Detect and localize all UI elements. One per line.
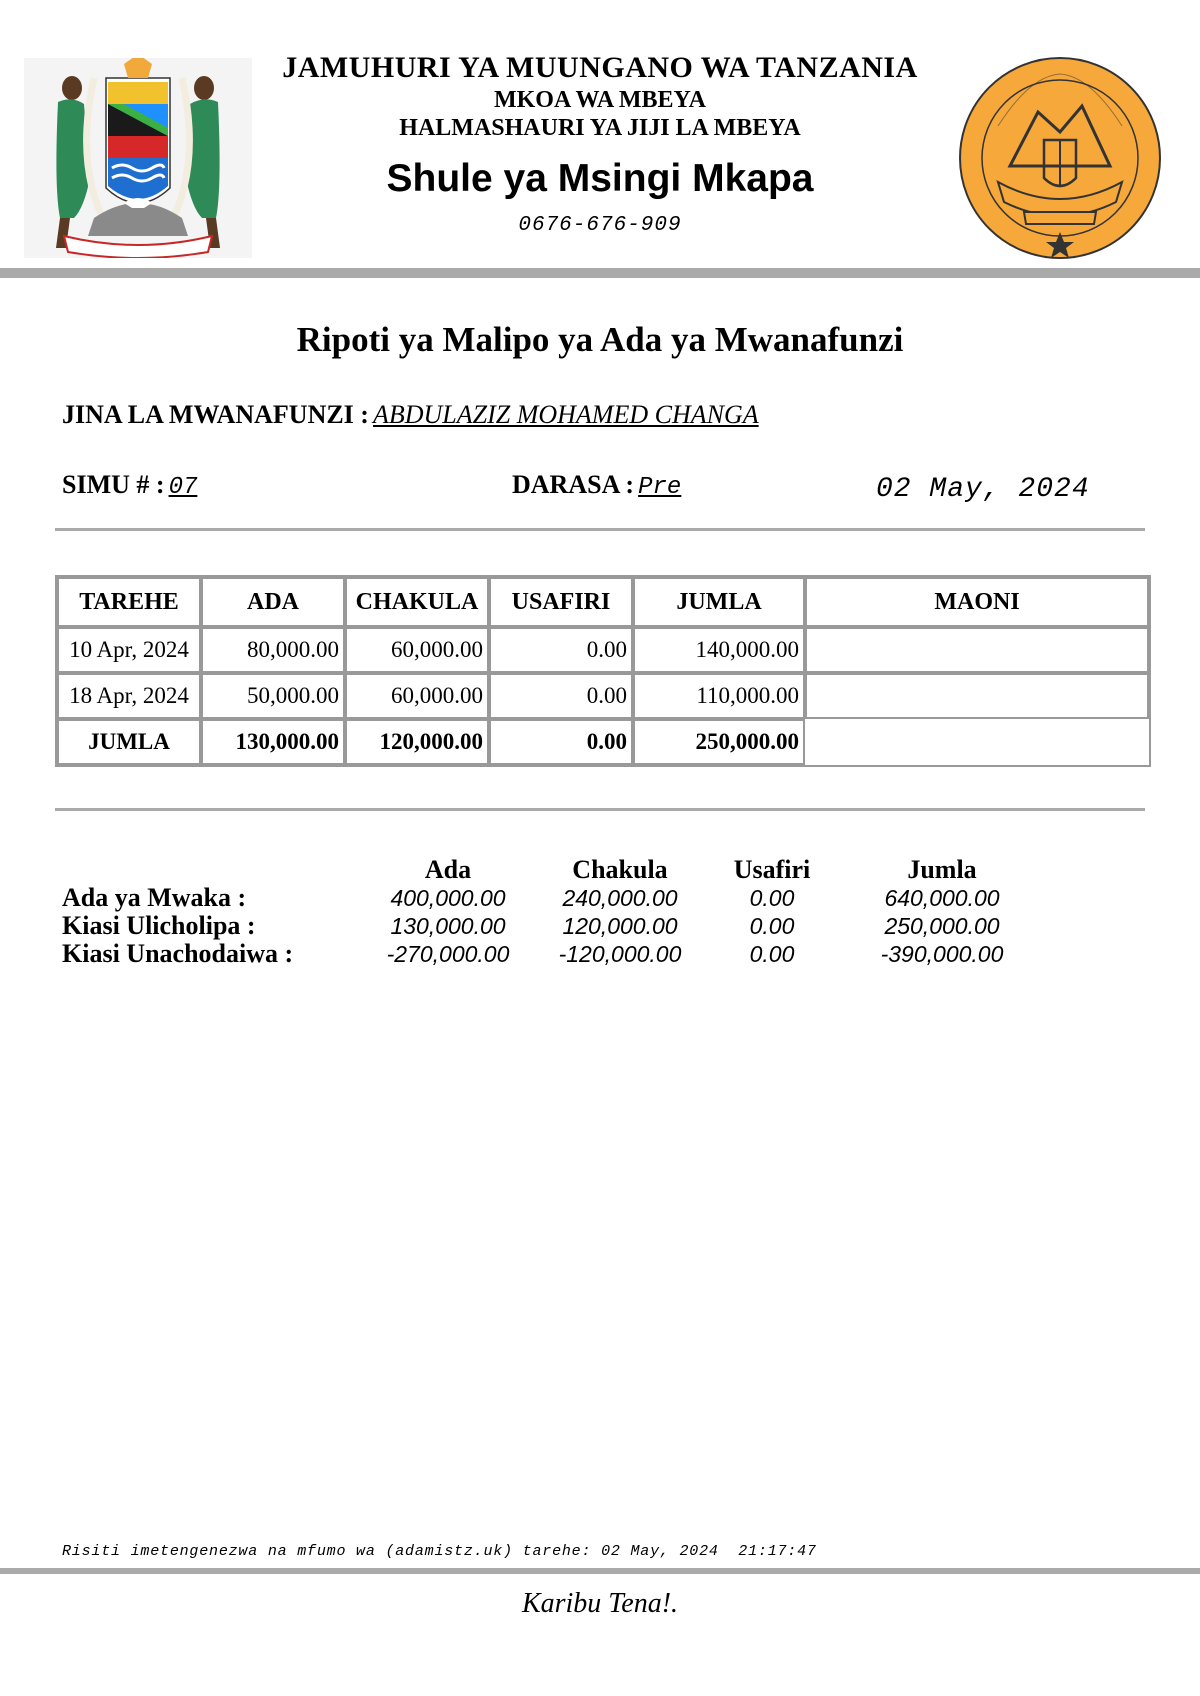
payments-header-row [57, 577, 1149, 627]
cell-chakula: 60,000.00 [345, 627, 489, 673]
summary-annual-chakula: 240,000.00 [562, 885, 678, 911]
report-title: Ripoti ya Malipo ya Ada ya Mwanafunzi [296, 320, 904, 359]
total-chakula: 120,000.00 [345, 719, 489, 765]
cell-ada: 80,000.00 [201, 627, 345, 673]
cell-tarehe: 10 Apr, 2024 [57, 627, 201, 673]
total-jumla: 250,000.00 [633, 719, 805, 765]
darasa-label: DARASA : [512, 470, 635, 499]
closing-message: Karibu Tena!. [521, 1588, 679, 1619]
summary-owed-jumla: -390,000.00 [880, 941, 1004, 967]
summary-header-jumla: Jumla [907, 855, 977, 884]
total-maoni-empty [805, 719, 1149, 765]
receipt-generation-note: Risiti imetengenezwa na mfumo wa (adamistz.uk) tarehe: 02 May, 2024 21:17:47 [62, 1543, 817, 1560]
section-divider [55, 528, 1145, 531]
summary-paid-ada: 130,000.00 [390, 913, 506, 939]
col-header-maoni: MAONI [805, 577, 1149, 627]
class-row [512, 470, 681, 501]
summary-label-annual: Ada ya Mwaka : [62, 883, 247, 912]
document-header [0, 0, 1200, 270]
col-header-chakula: CHAKULA [345, 577, 489, 627]
total-label: JUMLA [57, 719, 201, 765]
summary-paid-jumla: 250,000.00 [884, 913, 1000, 939]
summary-header-chakula: Chakula [572, 855, 668, 884]
cell-usafiri: 0.00 [489, 627, 633, 673]
cell-maoni [805, 627, 1149, 673]
simu-label: SIMU # : [62, 470, 165, 499]
region-title: MKOA WA MBEYA [493, 87, 707, 113]
total-usafiri: 0.00 [489, 719, 633, 765]
total-ada: 130,000.00 [201, 719, 345, 765]
summary-header-ada: Ada [424, 855, 472, 884]
cell-jumla: 110,000.00 [633, 673, 805, 719]
summary-label-owed: Kiasi Unachodaiwa : [62, 939, 294, 968]
totals-row [57, 719, 1149, 765]
report-date: 02 May, 2024 [876, 474, 1090, 505]
cell-ada: 50,000.00 [201, 673, 345, 719]
cell-tarehe: 18 Apr, 2024 [57, 673, 201, 719]
summary-owed-chakula: -120,000.00 [558, 941, 682, 967]
student-name-row [62, 400, 759, 430]
col-header-ada: ADA [201, 577, 345, 627]
council-title: HALMASHAURI YA JIJI LA MBEYA [399, 115, 801, 141]
coat-of-arms-logo [24, 58, 252, 258]
table-row [57, 627, 1149, 673]
school-name: Shule ya Msingi Mkapa [386, 157, 814, 200]
summary-annual-usafiri: 0.00 [749, 885, 795, 911]
summary-header-usafiri: Usafiri [733, 855, 811, 884]
cell-maoni [805, 673, 1149, 719]
summary-owed-usafiri: 0.00 [749, 941, 795, 967]
summary-paid-chakula: 120,000.00 [562, 913, 678, 939]
simu-value: 07 [168, 474, 198, 501]
student-name-label: JINA LA MWANAFUNZI : [62, 400, 369, 429]
footer-divider [0, 1568, 1200, 1574]
summary-label-paid: Kiasi Ulicholipa : [62, 911, 256, 940]
phone-row [62, 470, 197, 501]
summary-paid-usafiri: 0.00 [749, 913, 795, 939]
col-header-jumla: JUMLA [633, 577, 805, 627]
summary-owed-ada: -270,000.00 [386, 941, 510, 967]
cell-usafiri: 0.00 [489, 673, 633, 719]
header-divider [0, 268, 1200, 278]
school-phone: 0676-676-909 [518, 214, 682, 237]
table-row [57, 673, 1149, 719]
city-council-seal-logo [958, 56, 1162, 260]
republic-title: JAMUHURI YA MUUNGANO WA TANZANIA [282, 51, 918, 84]
darasa-value: Pre [638, 474, 682, 501]
header-text-block [250, 50, 950, 237]
payments-table [55, 575, 1151, 767]
col-header-usafiri: USAFIRI [489, 577, 633, 627]
summary-annual-jumla: 640,000.00 [884, 885, 1000, 911]
student-name-value: ABDULAZIZ MOHAMED CHANGA [372, 400, 759, 429]
cell-jumla: 140,000.00 [633, 627, 805, 673]
summary-annual-ada: 400,000.00 [390, 885, 506, 911]
section-divider [55, 808, 1145, 811]
col-header-tarehe: TAREHE [57, 577, 201, 627]
cell-chakula: 60,000.00 [345, 673, 489, 719]
